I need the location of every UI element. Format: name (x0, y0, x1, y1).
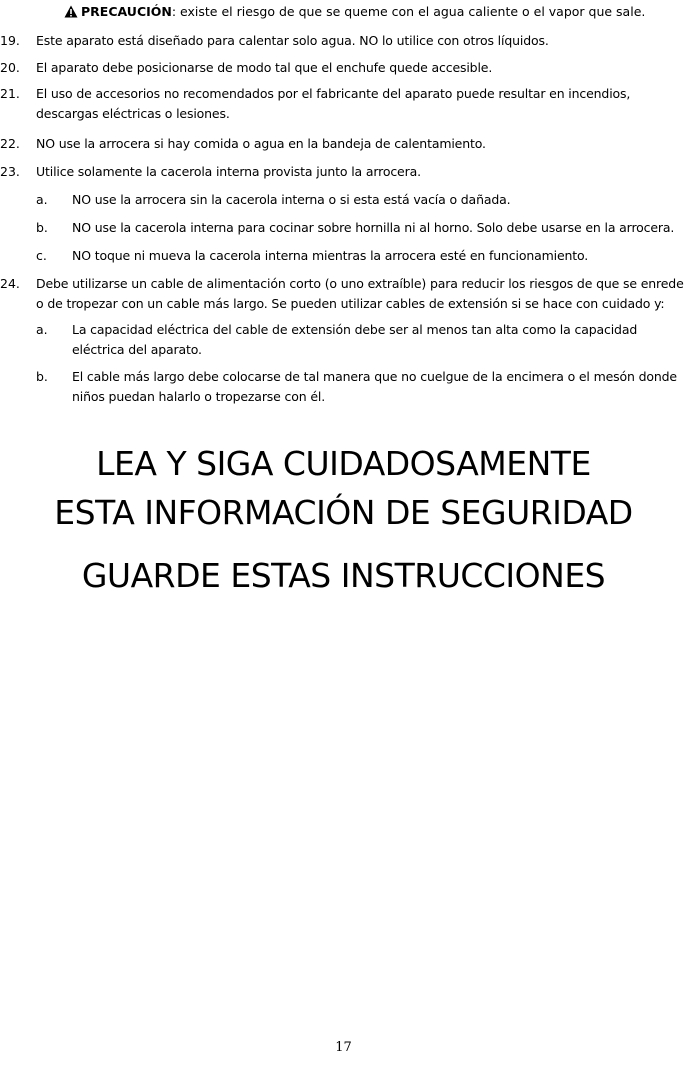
item-number: b. (36, 220, 48, 235)
item-text: El aparato debe posicionarse de modo tal que el enchufe quede accesible. (36, 60, 493, 75)
caution-label: PRECAUCIÓN (81, 4, 172, 19)
caution-note (64, 4, 645, 20)
item-number: 24. (0, 276, 20, 291)
item-number: 19. (0, 33, 20, 48)
item-number: b. (36, 369, 48, 384)
page-number: 17 (335, 1040, 352, 1055)
item-text: El uso de accesorios no recomendados por el fabricante del aparato puede resultar en incendios, descargas eléctricas o lesiones. (36, 86, 631, 121)
item-text: Utilice solamente la cacerola interna provista junto la arrocera. (36, 164, 421, 179)
safety-heading-line-3: GUARDE ESTAS INSTRUCCIONES (81, 556, 606, 595)
item-text: Este aparato está diseñado para calentar solo agua. NO lo utilice con otros líquidos. (36, 33, 549, 48)
item-number: a. (36, 322, 48, 337)
item-text: La capacidad eléctrica del cable de extensión debe ser al menos tan alta como la capacidad eléctrica del aparato. (72, 322, 638, 357)
item-text: El cable más largo debe colocarse de tal manera que no cuelgue de la encimera o el mesón donde niños puedan halarlo o tropezarse con él. (72, 369, 677, 404)
item-number: c. (36, 248, 47, 263)
item-number: a. (36, 192, 48, 207)
item-text: NO use la cacerola interna para cocinar sobre hornilla ni al horno. Solo debe usarse en la arrocera. (72, 220, 675, 235)
safety-heading-line-2: ESTA INFORMACIÓN DE SEGURIDAD (54, 493, 633, 532)
item-text: NO use la arrocera si hay comida o agua en la bandeja de calentamiento. (36, 136, 486, 151)
item-text: NO use la arrocera sin la cacerola interna o si esta está vacía o dañada. (72, 192, 511, 207)
item-number: 21. (0, 86, 20, 101)
item-number: 20. (0, 60, 20, 75)
safety-heading-line-1: LEA Y SIGA CUIDADOSAMENTE (96, 444, 591, 483)
item-text: NO toque ni mueva la cacerola interna mientras la arrocera esté en funcionamiento. (72, 248, 589, 263)
caution-text: : existe el riesgo de que se queme con el agua caliente o el vapor que sale. (171, 4, 646, 19)
item-text: Debe utilizarse un cable de alimentación corto (o uno extraíble) para reducir los riesgos de que se enrede o de tropezar con un cable más largo. Se pueden utilizar cables de extensión si se hace con cuidado y: (36, 276, 684, 311)
warning-triangle-icon (64, 5, 78, 18)
item-number: 23. (0, 164, 20, 179)
item-number: 22. (0, 136, 20, 151)
